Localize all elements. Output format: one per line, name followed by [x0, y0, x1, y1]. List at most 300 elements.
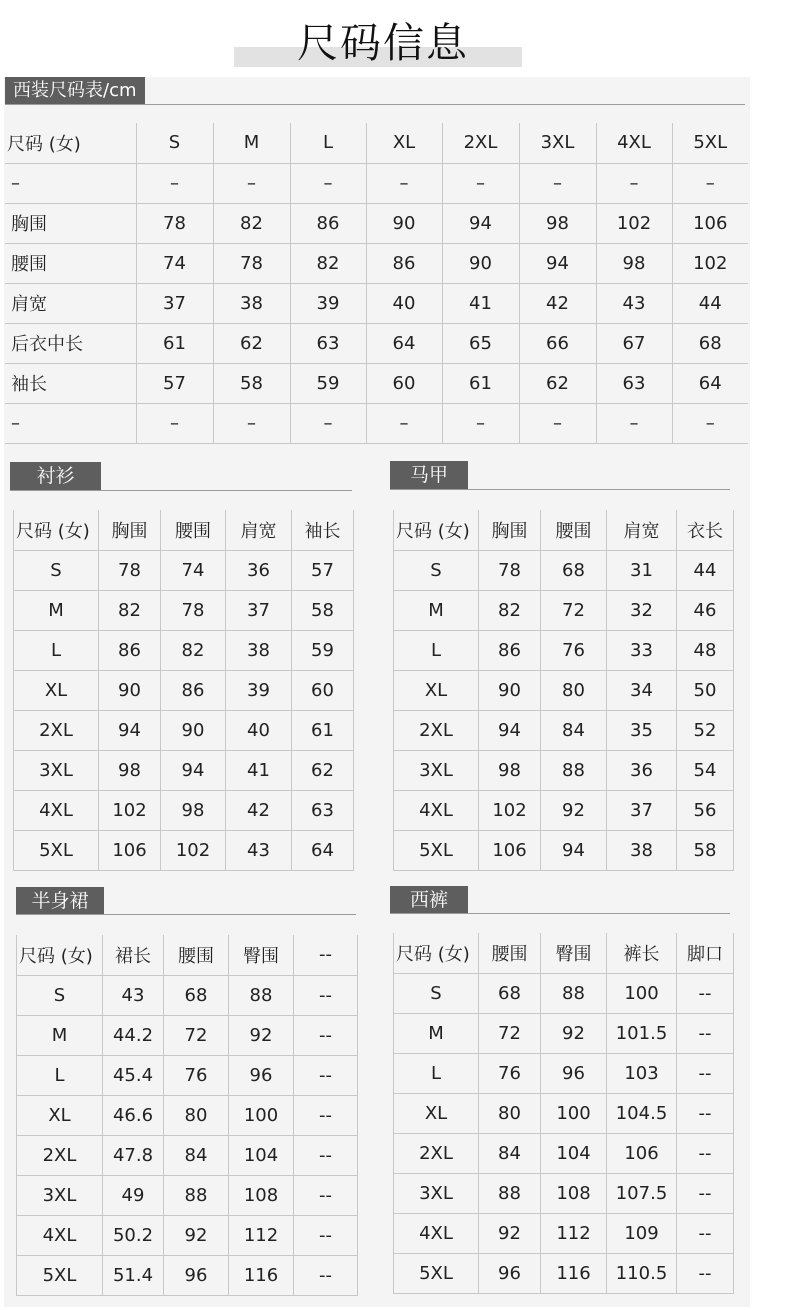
table-cell: 37	[226, 590, 292, 630]
vest-section-divider	[390, 489, 730, 490]
table-row	[394, 1213, 734, 1253]
row-label: –	[5, 163, 136, 203]
table-cell: 68	[541, 550, 607, 590]
table-cell: 50.2	[103, 1215, 164, 1255]
table-cell: 38	[213, 283, 290, 323]
column-header: 4XL	[596, 123, 672, 163]
skirt-header-row	[17, 935, 358, 975]
table-cell: 102	[161, 830, 226, 870]
table-cell: 72	[541, 590, 607, 630]
trousers-section-label: 西裤	[390, 886, 468, 914]
table-cell: 84	[541, 710, 607, 750]
table-cell: –	[366, 163, 442, 203]
table-row	[14, 710, 354, 750]
table-cell: 82	[479, 590, 541, 630]
table-cell: 46.6	[103, 1095, 164, 1135]
table-row	[394, 973, 734, 1013]
table-cell: –	[519, 163, 596, 203]
table-cell: –	[136, 403, 213, 443]
table-cell: –	[290, 163, 366, 203]
column-header: 裙长	[103, 935, 164, 975]
column-header: 腰围	[161, 510, 226, 550]
table-cell: –	[596, 163, 672, 203]
table-row	[394, 1013, 734, 1053]
row-label: 5XL	[14, 830, 99, 870]
table-row	[394, 1253, 734, 1293]
table-cell: 110.5	[607, 1253, 677, 1293]
table-cell: --	[677, 1053, 734, 1093]
table-row	[394, 1093, 734, 1133]
row-label: S	[14, 550, 99, 590]
row-label: 3XL	[394, 1173, 479, 1213]
table-cell: –	[672, 163, 748, 203]
table-cell: 100	[541, 1093, 607, 1133]
table-cell: 108	[541, 1173, 607, 1213]
row-label: XL	[394, 1093, 479, 1133]
row-label: 肩宽	[5, 283, 136, 323]
column-header: 脚口	[677, 933, 734, 973]
table-cell: 107.5	[607, 1173, 677, 1213]
table-cell: 88	[164, 1175, 229, 1215]
table-cell: 82	[99, 590, 161, 630]
table-cell: –	[519, 403, 596, 443]
table-cell: --	[294, 975, 358, 1015]
table-cell: 116	[229, 1255, 294, 1295]
table-cell: 102	[672, 243, 748, 283]
column-header: 肩宽	[226, 510, 292, 550]
row-label: 3XL	[17, 1175, 103, 1215]
table-cell: 92	[164, 1215, 229, 1255]
table-cell: 43	[226, 830, 292, 870]
table-cell: 98	[99, 750, 161, 790]
table-cell: 59	[292, 630, 354, 670]
table-cell: –	[672, 403, 748, 443]
table-cell: 44	[672, 283, 748, 323]
column-header: 胸围	[99, 510, 161, 550]
row-label: L	[394, 630, 479, 670]
table-row	[17, 1135, 358, 1175]
table-cell: 98	[161, 790, 226, 830]
table-cell: 86	[290, 203, 366, 243]
table-cell: --	[677, 973, 734, 1013]
table-cell: 94	[99, 710, 161, 750]
table-cell: 45.4	[103, 1055, 164, 1095]
table-cell: 78	[479, 550, 541, 590]
row-label: 5XL	[394, 830, 479, 870]
table-row	[14, 750, 354, 790]
table-cell: 57	[292, 550, 354, 590]
table-cell: 102	[596, 203, 672, 243]
row-label: 2XL	[394, 1133, 479, 1173]
row-label: 3XL	[14, 750, 99, 790]
table-cell: 67	[596, 323, 672, 363]
table-cell: 60	[366, 363, 442, 403]
table-cell: --	[294, 1215, 358, 1255]
table-cell: --	[294, 1175, 358, 1215]
table-cell: 82	[213, 203, 290, 243]
table-row	[14, 590, 354, 630]
table-cell: 39	[226, 670, 292, 710]
table-cell: 76	[541, 630, 607, 670]
table-cell: 42	[226, 790, 292, 830]
table-cell: 64	[292, 830, 354, 870]
table-cell: 38	[226, 630, 292, 670]
table-row	[5, 203, 748, 243]
table-cell: 68	[479, 973, 541, 1013]
table-cell: --	[677, 1013, 734, 1053]
column-header: 尺码 (女)	[17, 935, 103, 975]
table-row	[17, 1255, 358, 1295]
table-row	[14, 790, 354, 830]
table-cell: 62	[213, 323, 290, 363]
row-label: M	[17, 1015, 103, 1055]
table-cell: 98	[519, 203, 596, 243]
table-cell: 98	[479, 750, 541, 790]
table-row	[14, 550, 354, 590]
table-cell: 106	[672, 203, 748, 243]
row-label: 腰围	[5, 243, 136, 283]
column-header: 尺码 (女)	[394, 933, 479, 973]
row-label: 4XL	[394, 790, 479, 830]
table-cell: --	[677, 1253, 734, 1293]
table-cell: 94	[161, 750, 226, 790]
table-cell: 82	[161, 630, 226, 670]
table-cell: 63	[292, 790, 354, 830]
table-cell: 88	[541, 750, 607, 790]
table-cell: 86	[161, 670, 226, 710]
table-cell: 68	[672, 323, 748, 363]
table-row	[17, 1015, 358, 1055]
row-label: 2XL	[394, 710, 479, 750]
column-header: 尺码 (女)	[14, 510, 99, 550]
table-cell: 39	[290, 283, 366, 323]
column-header: XL	[366, 123, 442, 163]
table-row	[394, 1173, 734, 1213]
table-cell: 38	[607, 830, 677, 870]
table-cell: 33	[607, 630, 677, 670]
table-cell: 63	[596, 363, 672, 403]
table-cell: 56	[677, 790, 734, 830]
table-cell: 78	[213, 243, 290, 283]
table-cell: 102	[99, 790, 161, 830]
table-row	[394, 590, 734, 630]
table-cell: –	[213, 403, 290, 443]
table-cell: 36	[226, 550, 292, 590]
table-row	[394, 750, 734, 790]
table-cell: 86	[366, 243, 442, 283]
column-header: 臀围	[229, 935, 294, 975]
table-cell: 90	[442, 243, 519, 283]
table-cell: –	[366, 403, 442, 443]
column-header: 5XL	[672, 123, 748, 163]
table-cell: 104	[541, 1133, 607, 1173]
table-cell: 72	[164, 1015, 229, 1055]
table-cell: –	[290, 403, 366, 443]
table-cell: 58	[213, 363, 290, 403]
trousers-size-table	[393, 933, 734, 1294]
table-row	[394, 710, 734, 750]
table-cell: 37	[136, 283, 213, 323]
row-label: L	[17, 1055, 103, 1095]
table-cell: 72	[479, 1013, 541, 1053]
table-cell: 65	[442, 323, 519, 363]
table-cell: 43	[596, 283, 672, 323]
table-cell: --	[294, 1015, 358, 1055]
table-row	[5, 163, 748, 203]
table-cell: 78	[161, 590, 226, 630]
vest-section-label: 马甲	[390, 461, 468, 489]
table-cell: 94	[519, 243, 596, 283]
table-cell: 32	[607, 590, 677, 630]
table-cell: --	[294, 1055, 358, 1095]
table-cell: 41	[442, 283, 519, 323]
shirt-size-table	[13, 510, 354, 871]
table-cell: 84	[164, 1135, 229, 1175]
table-cell: 88	[479, 1173, 541, 1213]
table-cell: 40	[226, 710, 292, 750]
row-label: 3XL	[394, 750, 479, 790]
row-label: 2XL	[17, 1135, 103, 1175]
column-header: 裤长	[607, 933, 677, 973]
table-cell: --	[677, 1213, 734, 1253]
table-cell: 64	[366, 323, 442, 363]
table-row	[17, 975, 358, 1015]
table-cell: 84	[479, 1133, 541, 1173]
column-header: 尺码 (女)	[394, 510, 479, 550]
table-cell: 61	[442, 363, 519, 403]
table-cell: 86	[99, 630, 161, 670]
table-cell: 90	[161, 710, 226, 750]
table-row	[394, 670, 734, 710]
row-label: L	[394, 1053, 479, 1093]
row-label: XL	[17, 1095, 103, 1135]
table-cell: –	[442, 163, 519, 203]
table-cell: 90	[99, 670, 161, 710]
skirt-section-label: 半身裙	[16, 887, 104, 915]
table-cell: 61	[136, 323, 213, 363]
row-label: –	[5, 403, 136, 443]
table-cell: 112	[229, 1215, 294, 1255]
column-header: --	[294, 935, 358, 975]
row-label: 4XL	[394, 1213, 479, 1253]
column-header: M	[213, 123, 290, 163]
suit-header-row	[5, 123, 748, 163]
table-cell: 92	[479, 1213, 541, 1253]
table-cell: 51.4	[103, 1255, 164, 1295]
table-cell: 64	[672, 363, 748, 403]
table-cell: 108	[229, 1175, 294, 1215]
table-cell: 62	[292, 750, 354, 790]
table-cell: 102	[479, 790, 541, 830]
table-row	[17, 1095, 358, 1135]
table-cell: 68	[164, 975, 229, 1015]
skirt-section-divider	[16, 914, 356, 915]
column-header: 胸围	[479, 510, 541, 550]
table-cell: 44.2	[103, 1015, 164, 1055]
table-cell: –	[596, 403, 672, 443]
trousers-header-row	[394, 933, 734, 973]
row-label: M	[394, 1013, 479, 1053]
table-row	[394, 1053, 734, 1093]
table-cell: 92	[541, 790, 607, 830]
table-cell: 43	[103, 975, 164, 1015]
column-header: 尺码 (女)	[5, 123, 136, 163]
shirt-section-label: 衬衫	[10, 462, 101, 490]
column-header: 2XL	[442, 123, 519, 163]
table-cell: 80	[541, 670, 607, 710]
table-cell: --	[294, 1255, 358, 1295]
table-cell: 116	[541, 1253, 607, 1293]
table-row	[5, 243, 748, 283]
table-cell: 96	[479, 1253, 541, 1293]
table-cell: 44	[677, 550, 734, 590]
table-cell: 82	[290, 243, 366, 283]
column-header: S	[136, 123, 213, 163]
table-cell: 96	[164, 1255, 229, 1295]
table-cell: 74	[161, 550, 226, 590]
vest-size-table	[393, 510, 734, 871]
row-label: L	[14, 630, 99, 670]
column-header: 腰围	[164, 935, 229, 975]
suit-section-label: 西装尺码表/cm	[5, 77, 145, 105]
table-cell: 42	[519, 283, 596, 323]
table-cell: 104.5	[607, 1093, 677, 1133]
table-cell: 96	[541, 1053, 607, 1093]
suit-size-table	[5, 123, 748, 444]
table-cell: 106	[607, 1133, 677, 1173]
column-header: 腰围	[479, 933, 541, 973]
row-label: 4XL	[17, 1215, 103, 1255]
table-cell: 90	[479, 670, 541, 710]
table-cell: 34	[607, 670, 677, 710]
table-cell: 100	[229, 1095, 294, 1135]
table-cell: 47.8	[103, 1135, 164, 1175]
row-label: 2XL	[14, 710, 99, 750]
table-cell: 98	[596, 243, 672, 283]
column-header: 臀围	[541, 933, 607, 973]
table-cell: 50	[677, 670, 734, 710]
table-cell: 80	[164, 1095, 229, 1135]
table-cell: 106	[479, 830, 541, 870]
table-cell: 35	[607, 710, 677, 750]
table-cell: 59	[290, 363, 366, 403]
table-cell: 100	[607, 973, 677, 1013]
table-cell: --	[294, 1095, 358, 1135]
table-cell: 74	[136, 243, 213, 283]
table-cell: 92	[229, 1015, 294, 1055]
row-label: M	[394, 590, 479, 630]
table-cell: 46	[677, 590, 734, 630]
table-cell: 94	[479, 710, 541, 750]
table-cell: 109	[607, 1213, 677, 1253]
row-label: 5XL	[17, 1255, 103, 1295]
table-cell: 78	[136, 203, 213, 243]
vest-header-row	[394, 510, 734, 550]
page-title: 尺码信息	[297, 19, 469, 67]
table-cell: 37	[607, 790, 677, 830]
skirt-size-table	[16, 935, 358, 1296]
table-row	[14, 830, 354, 870]
table-cell: 66	[519, 323, 596, 363]
table-cell: --	[677, 1173, 734, 1213]
table-cell: 52	[677, 710, 734, 750]
table-cell: 88	[229, 975, 294, 1015]
table-row	[394, 790, 734, 830]
column-header: 衣长	[677, 510, 734, 550]
table-cell: 78	[99, 550, 161, 590]
table-cell: 61	[292, 710, 354, 750]
table-row	[394, 830, 734, 870]
table-row	[17, 1175, 358, 1215]
table-cell: –	[442, 403, 519, 443]
table-row	[17, 1055, 358, 1095]
table-cell: 60	[292, 670, 354, 710]
table-row	[14, 630, 354, 670]
column-header: 肩宽	[607, 510, 677, 550]
table-row	[5, 323, 748, 363]
column-header: L	[290, 123, 366, 163]
table-cell: 58	[292, 590, 354, 630]
row-label: 4XL	[14, 790, 99, 830]
table-cell: --	[294, 1135, 358, 1175]
column-header: 3XL	[519, 123, 596, 163]
table-cell: 63	[290, 323, 366, 363]
table-cell: 54	[677, 750, 734, 790]
table-row	[17, 1215, 358, 1255]
table-cell: --	[677, 1133, 734, 1173]
table-cell: 62	[519, 363, 596, 403]
table-cell: 104	[229, 1135, 294, 1175]
row-label: 5XL	[394, 1253, 479, 1293]
trousers-section-divider	[390, 913, 730, 914]
table-row	[394, 1133, 734, 1173]
table-cell: 48	[677, 630, 734, 670]
table-cell: --	[677, 1093, 734, 1133]
row-label: S	[394, 973, 479, 1013]
column-header: 袖长	[292, 510, 354, 550]
table-cell: 80	[479, 1093, 541, 1133]
table-cell: 31	[607, 550, 677, 590]
table-cell: 112	[541, 1213, 607, 1253]
table-cell: 90	[366, 203, 442, 243]
row-label: XL	[14, 670, 99, 710]
table-cell: 94	[442, 203, 519, 243]
row-label: 胸围	[5, 203, 136, 243]
table-cell: 103	[607, 1053, 677, 1093]
table-cell: 57	[136, 363, 213, 403]
table-cell: 88	[541, 973, 607, 1013]
table-cell: 86	[479, 630, 541, 670]
table-cell: 58	[677, 830, 734, 870]
table-row	[5, 403, 748, 443]
row-label: M	[14, 590, 99, 630]
table-cell: 94	[541, 830, 607, 870]
table-cell: 101.5	[607, 1013, 677, 1053]
table-row	[5, 283, 748, 323]
shirt-section-divider	[10, 490, 352, 491]
table-cell: –	[213, 163, 290, 203]
row-label: S	[394, 550, 479, 590]
table-cell: 49	[103, 1175, 164, 1215]
column-header: 腰围	[541, 510, 607, 550]
shirt-header-row	[14, 510, 354, 550]
table-row	[5, 363, 748, 403]
table-cell: 41	[226, 750, 292, 790]
table-cell: 92	[541, 1013, 607, 1053]
table-row	[394, 630, 734, 670]
row-label: S	[17, 975, 103, 1015]
row-label: 后衣中长	[5, 323, 136, 363]
